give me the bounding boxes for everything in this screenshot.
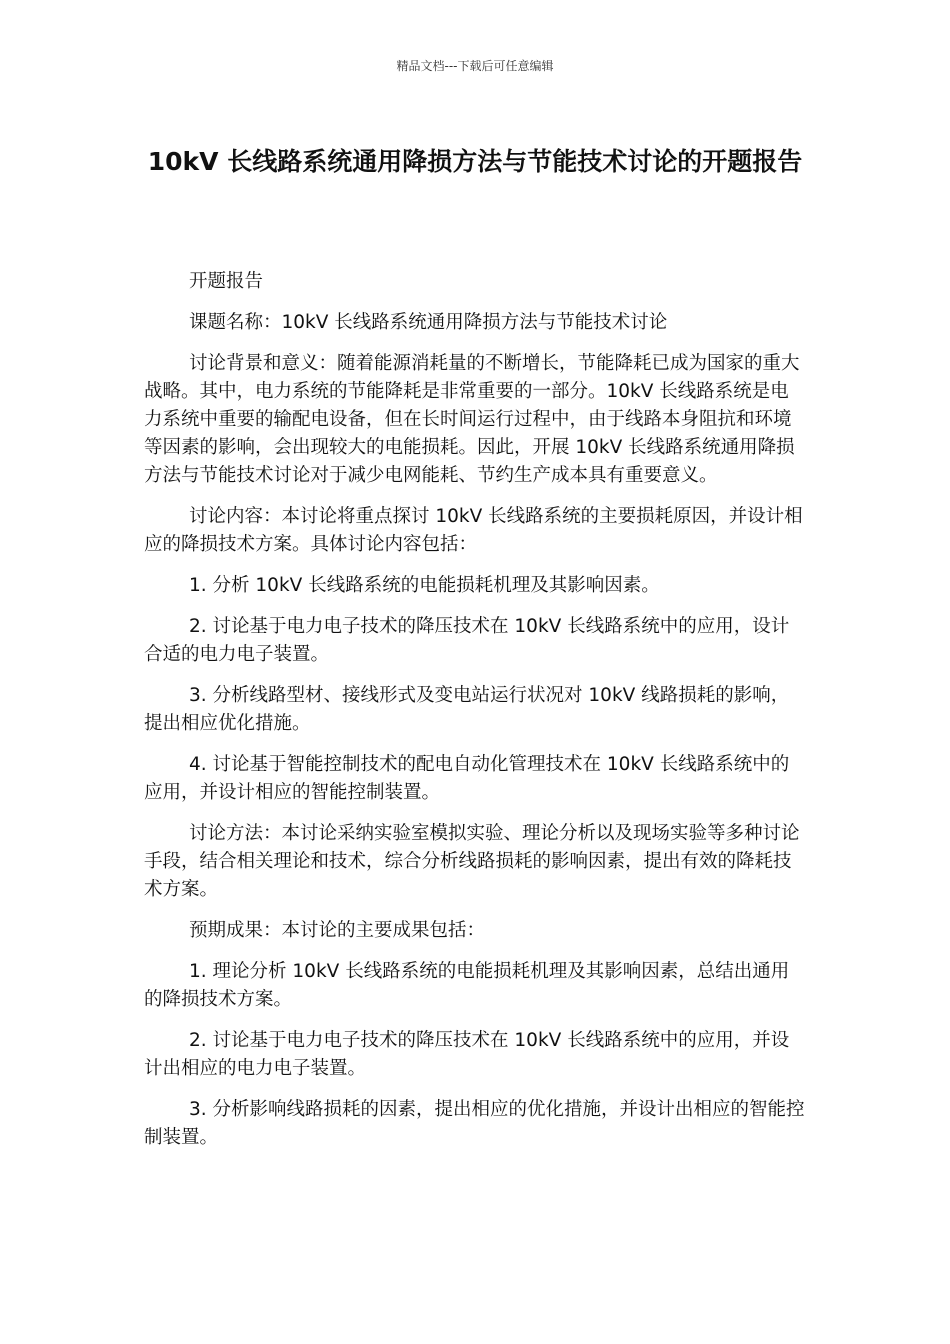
page-header-note: 精品文档---下载后可任意编辑 [396,59,554,73]
document-body [144,268,806,1165]
paragraph-background: 讨论背景和意义：随着能源消耗量的不断增长，节能降耗已成为国家的重大战略。其中，电力系统的节能降耗是非常重要的一部分。10kV 长线路系统是电力系统中重要的输配电设备，但在长时间运行过程中，由于线路本身阻抗和环境等因素的影响，会出现较大的电能损耗。因此，开展 10kV 长线路系统通用降损方法与节能技术讨论对于减少电网能耗、节约生产成本具有重要意义。 [144,353,800,486]
paragraph-expected-results-intro: 预期成果：本讨论的主要成果包括： [189,920,486,941]
content-item-2: 2. 讨论基于电力电子技术的降压技术在 10kV 长线路系统中的应用，设计合适的电力电子装置。 [144,616,790,665]
document-title: 10kV 长线路系统通用降损方法与节能技术讨论的开题报告 [147,147,803,176]
paragraph-methods: 讨论方法：本讨论采纳实验室模拟实验、理论分析以及现场实验等多种讨论手段，结合相关理论和技术，综合分析线路损耗的影响因素，提出有效的降耗技术方案。 [144,823,800,900]
content-item-1: 1. 分析 10kV 长线路系统的电能损耗机理及其影响因素。 [189,575,660,596]
paragraph-report-label: 开题报告 [189,271,264,292]
content-item-4: 4. 讨论基于智能控制技术的配电自动化管理技术在 10kV 长线路系统中的应用，并设计相应的智能控制装置。 [144,754,790,803]
result-item-2: 2. 讨论基于电力电子技术的降压技术在 10kV 长线路系统中的应用，并设计出相应的电力电子装置。 [144,1030,790,1079]
paragraph-topic-name: 课题名称：10kV 长线路系统通用降损方法与节能技术讨论 [189,312,668,333]
content-item-3: 3. 分析线路型材、接线形式及变电站运行状况对 10kV 线路损耗的影响，提出相应优化措施。 [144,685,790,734]
result-item-1: 1. 理论分析 10kV 长线路系统的电能损耗机理及其影响因素，总结出通用的降损技术方案。 [144,961,790,1010]
result-item-3: 3. 分析影响线路损耗的因素，提出相应的优化措施，并设计出相应的智能控制装置。 [144,1099,805,1148]
paragraph-content-intro: 讨论内容：本讨论将重点探讨 10kV 长线路系统的主要损耗原因，并设计相应的降损技术方案。具体讨论内容包括： [144,506,803,555]
